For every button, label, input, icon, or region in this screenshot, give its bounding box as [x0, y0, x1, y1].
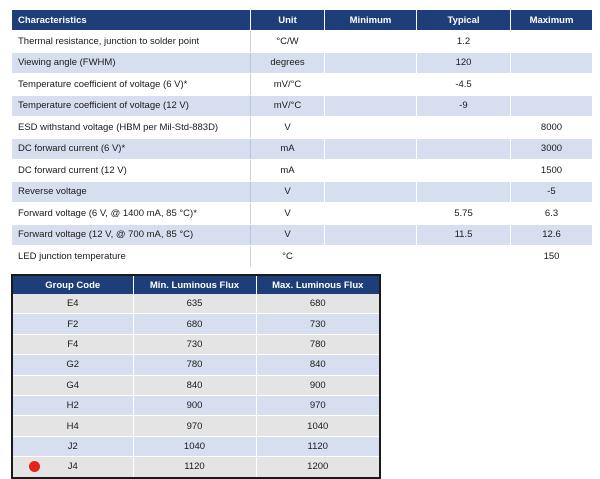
minimum-cell	[325, 181, 417, 203]
min-flux-cell: 900	[133, 395, 256, 415]
max-flux-cell: 840	[256, 355, 380, 375]
group-code-label: J2	[67, 440, 78, 452]
minimum-cell	[325, 95, 417, 117]
unit-cell: V	[251, 203, 325, 225]
group-code-label: G4	[66, 379, 80, 391]
typical-cell: 1.2	[417, 31, 511, 53]
table-row	[12, 138, 593, 160]
group-code-cell	[12, 355, 133, 375]
luminous-flux-group-table	[11, 274, 381, 479]
table-row	[12, 395, 380, 415]
max-flux-cell: 780	[256, 334, 380, 354]
min-flux-cell: 680	[133, 314, 256, 334]
typical-cell	[417, 181, 511, 203]
minimum-cell	[325, 224, 417, 246]
header-unit: Unit	[251, 10, 325, 31]
unit-cell: mA	[251, 138, 325, 160]
maximum-cell: 150	[511, 246, 593, 268]
minimum-cell	[325, 203, 417, 225]
typical-cell	[417, 138, 511, 160]
characteristic-name: ESD withstand voltage (HBM per Mil-Std-883D)	[12, 117, 251, 139]
minimum-cell	[325, 31, 417, 53]
typical-cell: 5.75	[417, 203, 511, 225]
max-flux-cell: 970	[256, 395, 380, 415]
table-row	[12, 375, 380, 395]
typical-cell	[417, 117, 511, 139]
characteristic-name: Temperature coefficient of voltage (6 V)*	[12, 74, 251, 96]
table-row	[12, 224, 593, 246]
unit-cell: °C/W	[251, 31, 325, 53]
table-row	[12, 334, 380, 354]
typical-cell: 11.5	[417, 224, 511, 246]
characteristic-name: Forward voltage (12 V, @ 700 mA, 85 °C)	[12, 224, 251, 246]
table-row	[12, 117, 593, 139]
minimum-cell	[325, 117, 417, 139]
group-code-label: E4	[66, 298, 79, 310]
group-code-cell	[12, 416, 133, 436]
max-flux-cell: 730	[256, 314, 380, 334]
maximum-cell: 1500	[511, 160, 593, 182]
maximum-cell: 8000	[511, 117, 593, 139]
group-code-cell	[12, 457, 133, 478]
table-row	[12, 457, 380, 478]
unit-cell: V	[251, 181, 325, 203]
minimum-cell	[325, 246, 417, 268]
table-row	[12, 246, 593, 268]
group-code-label: F2	[67, 318, 79, 330]
group-code-label: G2	[66, 359, 80, 371]
min-flux-cell: 780	[133, 355, 256, 375]
header-typical: Typical	[417, 10, 511, 31]
characteristic-name: Forward voltage (6 V, @ 1400 mA, 85 °C)*	[12, 203, 251, 225]
table-row	[12, 416, 380, 436]
max-flux-cell: 1200	[256, 457, 380, 478]
unit-cell: V	[251, 224, 325, 246]
maximum-cell: -5	[511, 181, 593, 203]
characteristic-name: Thermal resistance, junction to solder point	[12, 31, 251, 53]
header-minimum: Minimum	[325, 10, 417, 31]
unit-cell: V	[251, 117, 325, 139]
maximum-cell	[511, 52, 593, 74]
maximum-cell: 3000	[511, 138, 593, 160]
table-row	[12, 160, 593, 182]
group-code-cell	[12, 314, 133, 334]
unit-cell: degrees	[251, 52, 325, 74]
group-code-label: H4	[66, 420, 79, 432]
header-characteristics: Characteristics	[12, 10, 251, 31]
unit-cell: mV/°C	[251, 95, 325, 117]
min-flux-cell: 635	[133, 294, 256, 314]
group-code-label: J4	[67, 461, 78, 473]
table-row	[12, 203, 593, 225]
typical-cell: 120	[417, 52, 511, 74]
unit-cell: °C	[251, 246, 325, 268]
typical-cell: -9	[417, 95, 511, 117]
min-flux-cell: 840	[133, 375, 256, 395]
typical-cell: -4.5	[417, 74, 511, 96]
min-flux-cell: 730	[133, 334, 256, 354]
max-flux-cell: 680	[256, 294, 380, 314]
table-row	[12, 31, 593, 53]
group-code-cell	[12, 395, 133, 415]
header-maximum: Maximum	[511, 10, 593, 31]
group-code-label: H2	[66, 400, 79, 412]
table-row	[12, 74, 593, 96]
group-code-label: F4	[67, 338, 79, 350]
group-code-cell	[12, 294, 133, 314]
typical-cell	[417, 246, 511, 268]
min-flux-cell: 1040	[133, 436, 256, 456]
unit-cell: mA	[251, 160, 325, 182]
typical-cell	[417, 160, 511, 182]
max-flux-cell: 1120	[256, 436, 380, 456]
table-row	[12, 181, 593, 203]
header-max-luminous-flux: Max. Luminous Flux	[256, 275, 380, 294]
group-code-cell	[12, 436, 133, 456]
maximum-cell	[511, 74, 593, 96]
maximum-cell: 6.3	[511, 203, 593, 225]
minimum-cell	[325, 52, 417, 74]
max-flux-cell: 1040	[256, 416, 380, 436]
characteristics-header-row	[12, 10, 593, 31]
maximum-cell: 12.6	[511, 224, 593, 246]
characteristic-name: Temperature coefficient of voltage (12 V)	[12, 95, 251, 117]
table-row	[12, 355, 380, 375]
red-dot-marker-icon	[29, 461, 40, 472]
table-row	[12, 436, 380, 456]
minimum-cell	[325, 74, 417, 96]
group-code-cell	[12, 375, 133, 395]
table-row	[12, 314, 380, 334]
min-flux-cell: 970	[133, 416, 256, 436]
group-code-cell	[12, 334, 133, 354]
characteristic-name: DC forward current (12 V)	[12, 160, 251, 182]
min-flux-cell: 1120	[133, 457, 256, 478]
header-group-code: Group Code	[12, 275, 133, 294]
characteristic-name: Reverse voltage	[12, 181, 251, 203]
maximum-cell	[511, 95, 593, 117]
maximum-cell	[511, 31, 593, 53]
unit-cell: mV/°C	[251, 74, 325, 96]
characteristic-name: DC forward current (6 V)*	[12, 138, 251, 160]
minimum-cell	[325, 138, 417, 160]
table-row	[12, 294, 380, 314]
max-flux-cell: 900	[256, 375, 380, 395]
characteristic-name: Viewing angle (FWHM)	[12, 52, 251, 74]
group-header-row	[12, 275, 380, 294]
characteristic-name: LED junction temperature	[12, 246, 251, 268]
minimum-cell	[325, 160, 417, 182]
header-min-luminous-flux: Min. Luminous Flux	[133, 275, 256, 294]
table-row	[12, 95, 593, 117]
characteristics-table	[11, 9, 593, 268]
table-row	[12, 52, 593, 74]
